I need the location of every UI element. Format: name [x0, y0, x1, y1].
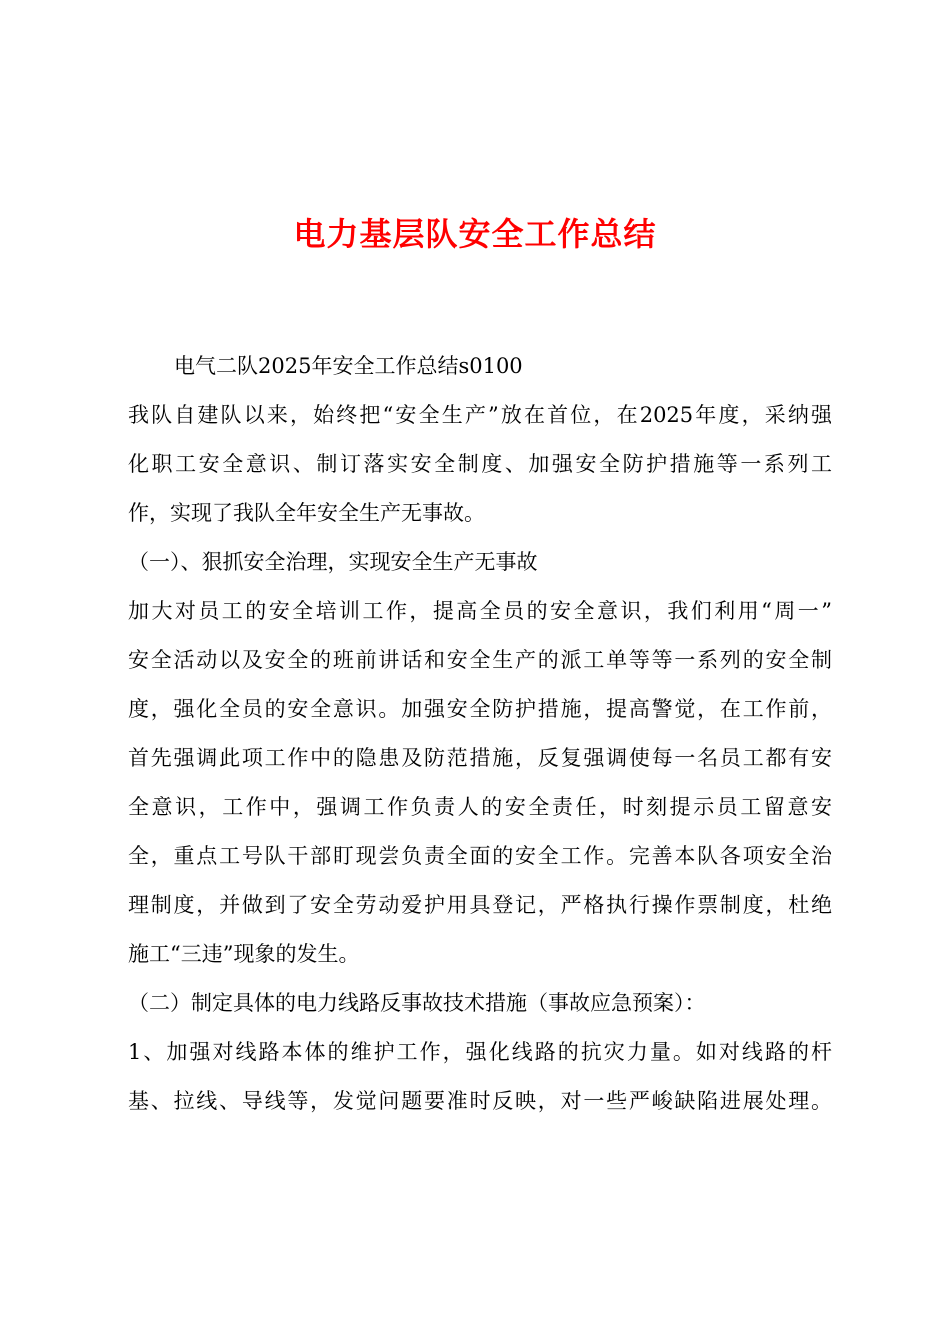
paragraph-line: 全意识，工作中，强调工作负责人的安全责任，时刻提示员工留意安: [128, 795, 832, 819]
paragraph-line: 我队自建队以来，始终把“安全生产”放在首位，在2025年度，采纳强: [128, 403, 832, 427]
paragraph-line: 安全活动以及安全的班前讲话和安全生产的派工单等等一系列的安全制: [128, 648, 832, 672]
paragraph-line: 度，强化全员的安全意识。加强安全防护措施，提高警觉，在工作前，: [128, 697, 832, 721]
document-body: [128, 342, 832, 1126]
section-heading: （一）、狠抓安全治理，实现安全生产无事故: [128, 550, 538, 574]
document-subtitle: 电气二队2025年安全工作总结s0100: [174, 354, 523, 378]
paragraph-line: 作，实现了我队全年安全生产无事故。: [128, 501, 485, 525]
paragraph-line: 施工“三违”现象的发生。: [128, 942, 360, 966]
document-title: 电力基层队安全工作总结: [293, 215, 657, 253]
section-heading: （二）制定具体的电力线路反事故技术措施（事故应急预案）：: [128, 991, 706, 1015]
paragraph-line: 首先强调此项工作中的隐患及防范措施，反复强调使每一名员工都有安: [128, 746, 832, 770]
paragraph-line: 全，重点工号队干部盯现尝负责全面的安全工作。完善本队各项安全治: [128, 844, 832, 868]
paragraph-line: 加大对员工的安全培训工作，提高全员的安全意识，我们利用“周一”: [128, 599, 832, 623]
paragraph-line: 1、加强对线路本体的维护工作，强化线路的抗灾力量。如对线路的杆: [128, 1040, 832, 1064]
paragraph-line: 理制度，并做到了安全劳动爱护用具登记，严格执行操作票制度，杜绝: [128, 893, 832, 917]
paragraph-line: 基、拉线、导线等，发觉问题要准时反映，对一些严峻缺陷进展处理。: [128, 1089, 832, 1113]
paragraph-line: 化职工安全意识、制订落实安全制度、加强安全防护措施等一系列工: [128, 452, 832, 476]
